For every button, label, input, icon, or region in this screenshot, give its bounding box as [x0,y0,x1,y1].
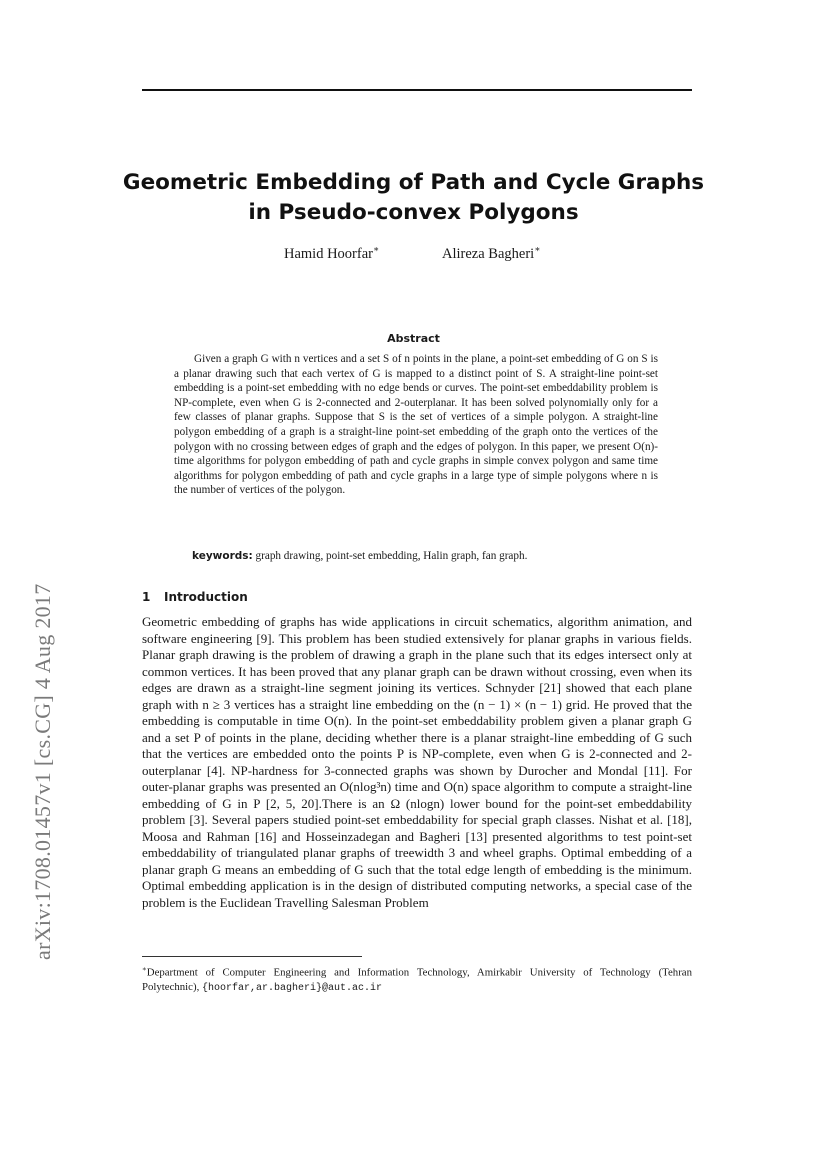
title-line-2: in Pseudo-convex Polygons [248,200,579,225]
author-1-mark: ∗ [372,244,380,254]
arxiv-identifier[interactable]: arXiv:1708.01457v1 [cs.CG] 4 Aug 2017 [30,583,55,960]
keywords-label: keywords: [192,550,253,562]
abstract-heading: Abstract [387,332,440,345]
footnote-email[interactable]: {hoorfar,ar.bagheri}@aut.ac.ir [201,982,382,994]
paper-title [100,168,727,228]
author-2-mark: ∗ [534,244,541,254]
author-2-name: Alireza Bagheri [442,245,535,262]
introduction-paragraph: Geometric embedding of graphs has wide applications in circuit schematics, algorithm animation, and software engineering [9]. This problem has been studied extensively for planar graphs in various fields. Planar graph drawing is the problem of drawing a graph in the plane such that its edges intersect only at common vertices. It has been proved that any planar graph can be drawn without crossing, even when its edges are drawn as a straight-line segment joining its vertices. Schnyder [21] showed that each plane graph with n ≥ 3 vertices has a straight line embedding on the (n − 1) × (n − 1) grid. He proved that the embedding is computable in time O(n). In the point-set embeddability problem given a planar graph G and a set P of points in the plane, deciding whether there is a planar straight-line embedding of G such that the vertices are embedded onto the points P is NP-complete, even when G is 2-connected and 2-outerplanar [4]. NP-hardness for 3-connected graphs was shown by Durocher and Mondal [11]. For outer-planar graphs was presented an O(nlog³n) time and O(n) space algorithm to compute a straight-line embedding of G in P [2, 5, 20].There is an Ω (nlogn) lower bound for the point-set embeddability problem [3]. Several papers studied point-set embeddability for special graph classes. Nishat et al. [18], Moosa and Rahman [16] and Hosseinzadegan and Bagheri [13] presented algorithms to test point-set embeddability of triangulated planar graphs of treewidth 3 and wheel graphs. Optimal embedding of a planar graph G means an embedding of G such that the total edge length of embedding is the minimum. Optimal embedding application is in the design of distributed computing networks, a special case of the problem is the Euclidean Travelling Salesman Problem [142,614,692,910]
author-1 [284,244,379,263]
footnote [142,962,692,996]
title-line-1: Geometric Embedding of Path and Cycle Graphs [122,170,705,195]
keywords-text: graph drawing, point-set embedding, Halin graph, fan graph. [255,550,528,562]
author-2 [442,244,540,263]
keywords-line [192,550,527,562]
section-title: Introduction [164,590,248,604]
section-heading [142,590,248,604]
footnote-rule [142,956,362,957]
top-rule [142,89,692,91]
footnote-mark: ∗ [142,965,147,973]
abstract-text: Given a graph G with n vertices and a set S of n points in the plane, a point-set embedding of G on S is a planar drawing such that each vertex of G is mapped to a distinct point of S. A straight-line point-set embedding is a point-set embedding with no edge bends or curves. The point-set embeddability problem is NP-complete, even when G is 2-connected and 2-outerplanar. It has been solved polynomially only for a few classes of planar graphs. Suppose that S is the set of vertices of a simple polygon. A straight-line polygon embedding of a graph is a straight-line point-set embedding of the graph onto the vertices of the polygon with no crossing between edges of graph and the edges of polygon. In this paper, we present O(n)-time algorithms for polygon embedding of path and cycle graphs in simple convex polygon and same time algorithms for polygon embedding of path and cycle graphs in a large type of simple polygons where n is the number of vertices of the polygon. [174,353,658,497]
author-1-name: Hamid Hoorfar [284,245,373,262]
footnote-text: Department of Computer Engineering and Information Technology, Amirkabir University of Technology (Tehran Polytechnic), [142,966,692,993]
section-number: 1 [142,590,151,604]
